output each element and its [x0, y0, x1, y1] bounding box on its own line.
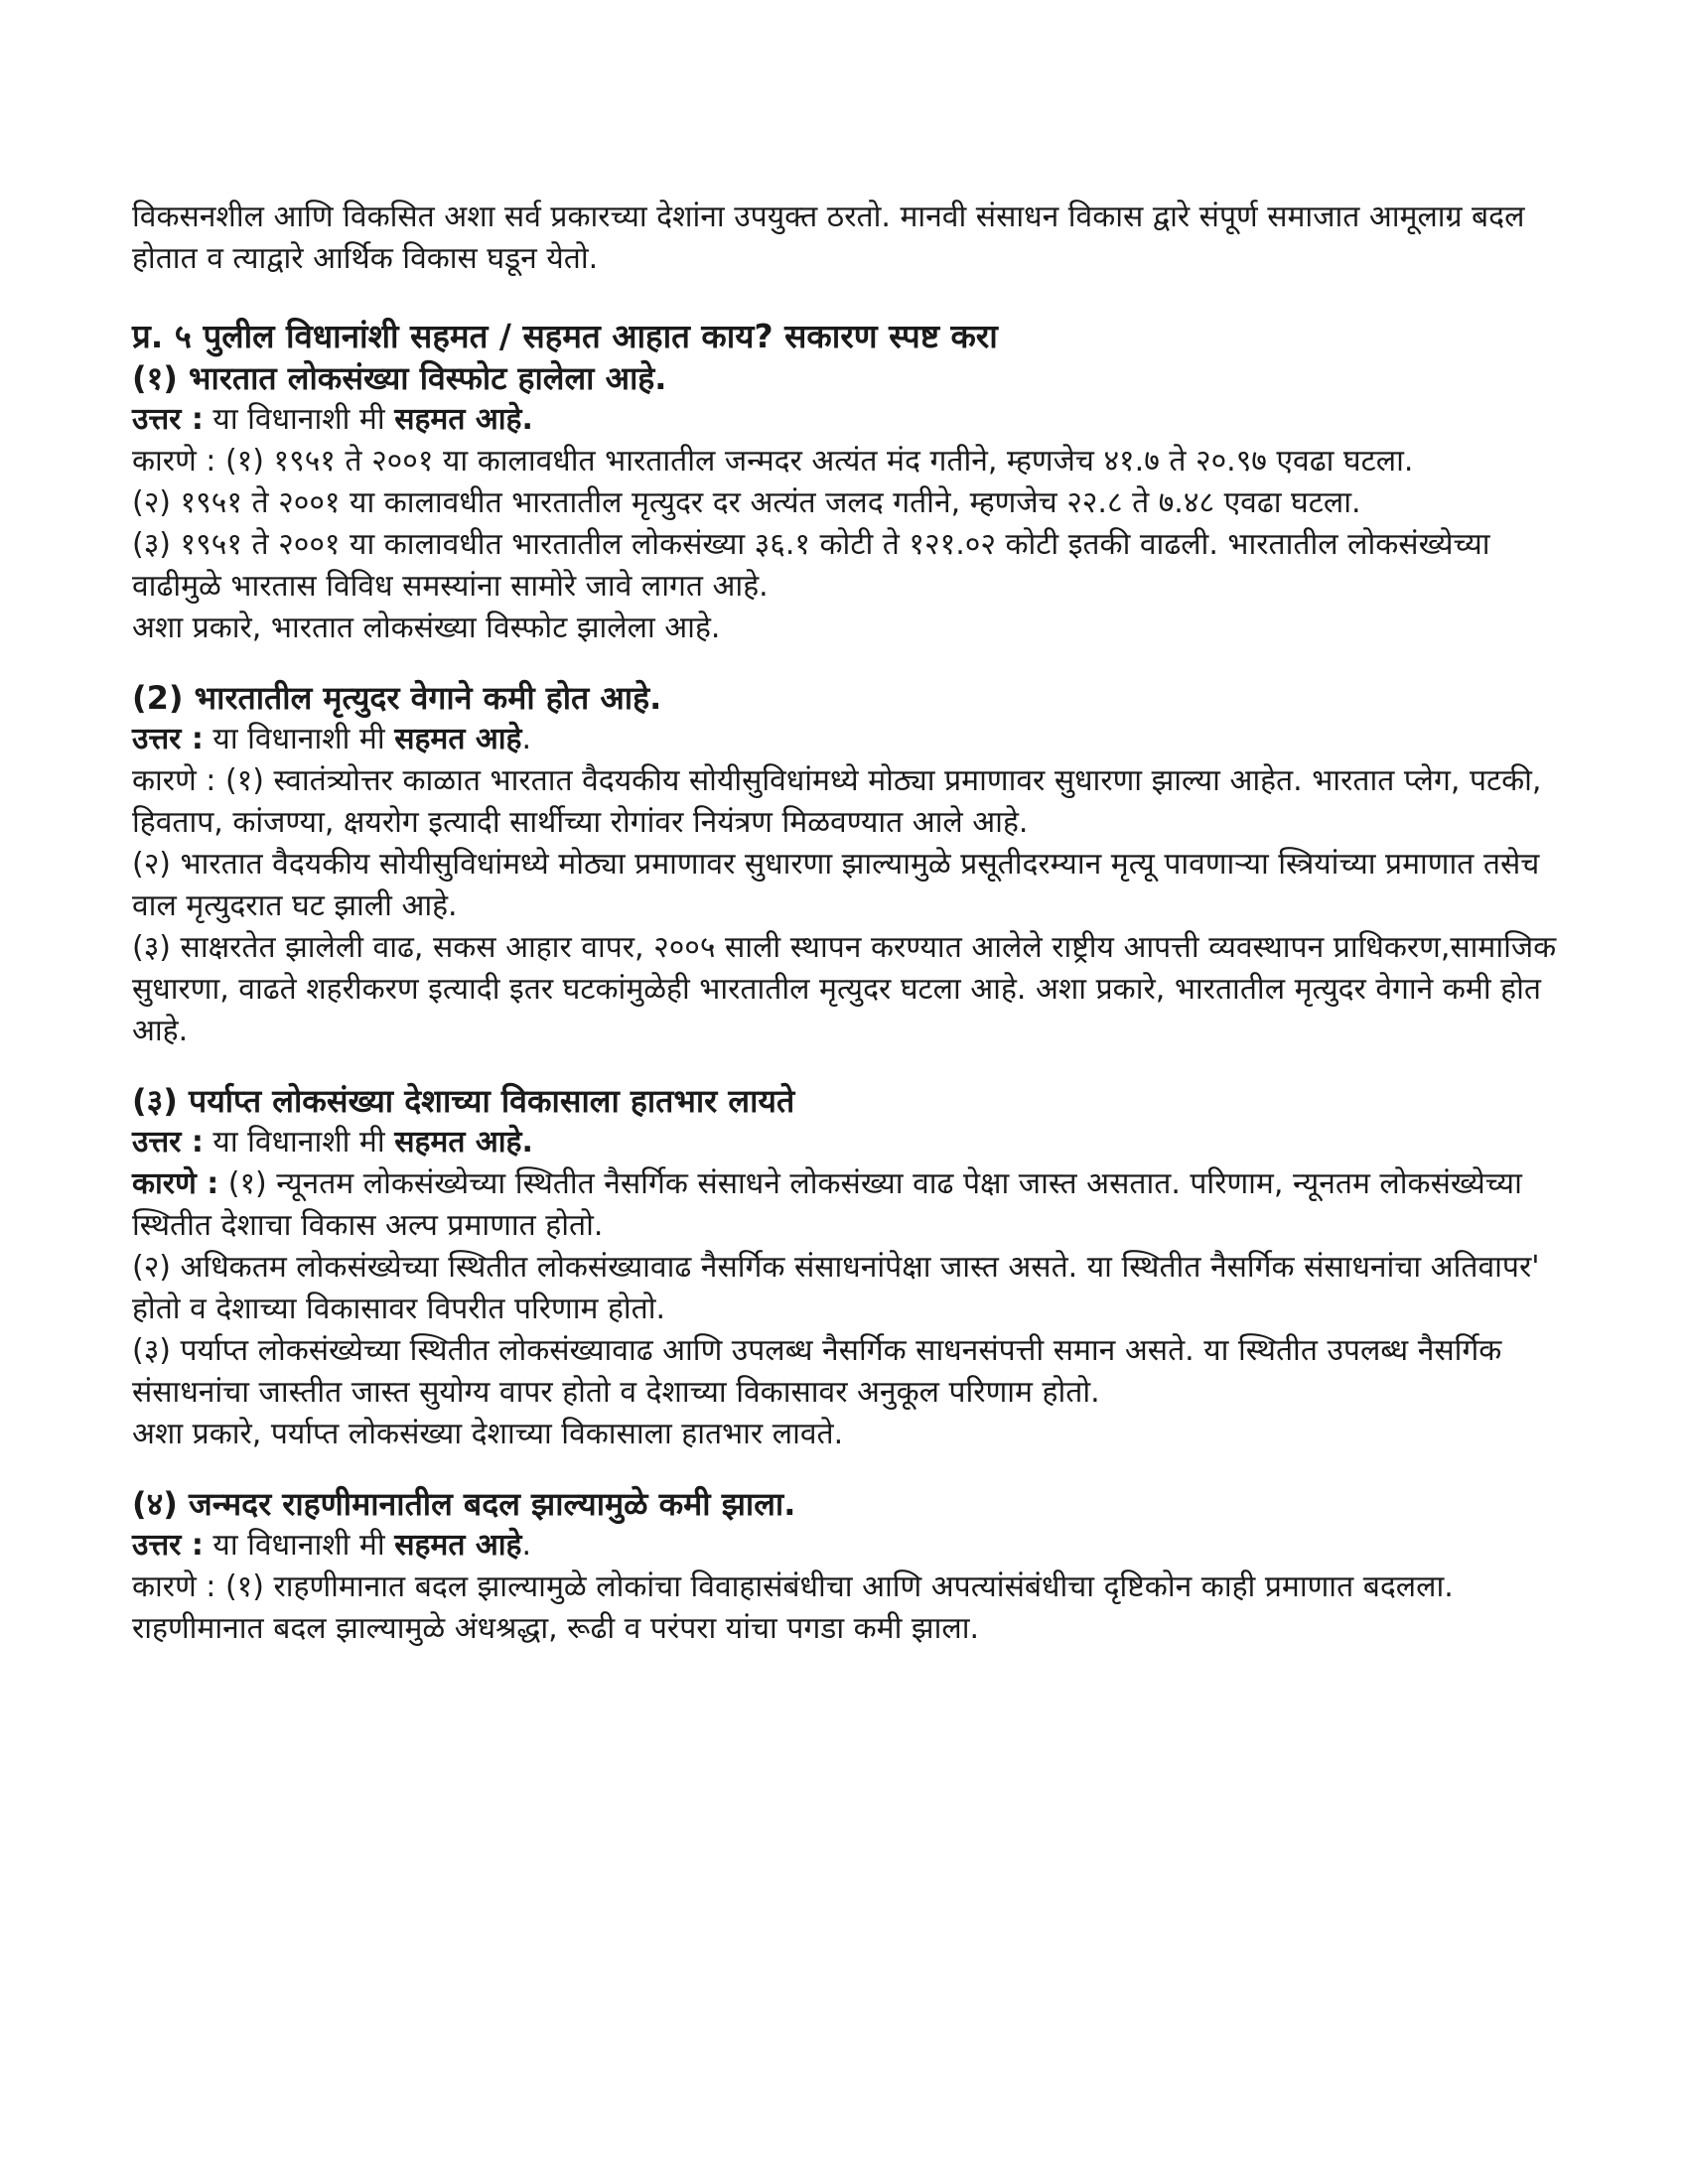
reason-line — [132, 1247, 1562, 1330]
reason-line — [132, 482, 1562, 524]
reason-text: कारणे : (१) राहणीमानात बदल झाल्यामुळे लोकांचा विवाहासंबंधीचा आणि अपत्यांसंबंधीचा दृष्टिकोन काही प्रमाणात बदलला. राहणीमानात बदल झाल्यामुळे अंधश्रद्धा, रूढी व परंपरा यांचा पगडा कमी झाला. — [132, 1570, 1454, 1646]
answer-verdict: सहमत आहे — [394, 722, 522, 756]
answer-label: उत्तर : — [132, 1125, 204, 1160]
answer-label: उत्तर : — [132, 1528, 204, 1563]
reason-line — [132, 1414, 1562, 1455]
reason-line — [132, 1163, 1562, 1247]
answer-line — [132, 399, 1562, 441]
reason-text: कारणे : (१) १९५१ ते २००१ या कालावधीत भारतातील जन्मदर अत्यंत मंद गतीने, म्हणजेच ४१.७ ते २०.९७ एवढा घटला. — [132, 444, 1414, 478]
section-heading: (१) भारतात लोकसंख्या विस्फोट हालेला आहे. — [132, 359, 667, 397]
answer-verdict: सहमत आहे. — [394, 1125, 533, 1160]
reason-text: (३) पर्याप्त लोकसंख्येच्या स्थितीत लोकसंख्यावाढ आणि उपलब्ध नैसर्गिक साधनसंपत्ती समान असते. या स्थितीत उपलब्ध नैसर्गिक संसाधनांचा जास्तीत जास्त सुयोग्य वापर होतो व देशाच्या विकासावर अनुकूल परिणाम होतो. — [132, 1333, 1502, 1410]
question-heading: प्र. ५ पुलील विधानांशी सहमत / सहमत आहात काय? सकारण स्पष्ट करा — [132, 317, 998, 355]
answer-label: उत्तर : — [132, 722, 204, 756]
reason-line — [132, 844, 1562, 927]
reason-text: (२) भारतात वैदयकीय सोयीसुविधांमध्ये मोठ्या प्रमाणावर सुधारणा झाल्यामुळे प्रसूतीदरम्यान मृत्यू पावणाऱ्या स्त्रियांच्या प्रमाणात तसेच वाल मृत्युदरात घट झाली आहे. — [132, 847, 1540, 923]
cut-off-line — [132, 1660, 1562, 1670]
reason-line — [132, 524, 1562, 608]
answer-section — [132, 357, 1562, 649]
reason-text: (२) अधिकतम लोकसंख्येच्या स्थितीत लोकसंख्यावाढ नैसर्गिक संसाधनांपेक्षा जास्त असते. या स्थितीत नैसर्गिक संसाधनांचा अतिवापर' होतो व देशाच्या विकासावर विपरीत परिणाम होतो. — [132, 1250, 1540, 1326]
answer-label: उत्तर : — [132, 402, 204, 437]
answer-text: या विधानाशी मी — [203, 402, 395, 437]
reason-line — [132, 608, 1562, 649]
reason-line — [132, 441, 1562, 482]
section-heading: (३) पर्याप्त लोकसंख्या देशाच्या विकासाला हातभार लायते — [132, 1082, 795, 1120]
reason-line — [132, 927, 1562, 1052]
document-page — [132, 197, 1562, 1670]
answer-line — [132, 719, 1562, 760]
answer-text: या विधानाशी मी — [203, 1125, 395, 1160]
reason-text: (३) साक्षरतेत झालेली वाढ, सकस आहार वापर, २००५ साली स्थापन करण्यात आलेले राष्ट्रीय आपत्ती व्यवस्थापन प्राधिकरण,सामाजिक सुधारणा, वाढते शहरीकरण इत्यादी इतर घटकांमुळेही भारतातील मृत्युदर घटला आहे. अशा प्रकारे, भारतातील मृत्युदर वेगाने कमी होत आहे. — [132, 930, 1557, 1048]
reason-text: (२) १९५१ ते २००१ या कालावधीत भारतातील मृत्युदर दर अत्यंत जलद गतीने, म्हणजेच २२.८ ते ७.४८ एवढा घटला. — [132, 485, 1361, 520]
section-heading: (४) जन्मदर राहणीमानातील बदल झाल्यामुळे कमी झाला. — [132, 1485, 796, 1523]
answer-section — [132, 1080, 1562, 1455]
answer-section — [132, 677, 1562, 1052]
answer-verdict: सहमत आहे — [394, 1528, 522, 1563]
reason-line — [132, 760, 1562, 844]
answer-tail: . — [521, 1528, 532, 1563]
reason-line — [132, 1330, 1562, 1414]
reason-text: (१) न्यूनतम लोकसंख्येच्या स्थितीत नैसर्गिक संसाधने लोकसंख्या वाढ पेक्षा जास्त असतात. परिणाम, न्यूनतम लोकसंख्येच्या स्थितीत देशाचा विकास अल्प प्रमाणात होतो. — [132, 1166, 1522, 1243]
reason-text: अशा प्रकारे, पर्याप्त लोकसंख्या देशाच्या विकासाला हातभार लावते. — [132, 1417, 844, 1451]
intro-paragraph: विकसनशील आणि विकसित अशा सर्व प्रकारच्या देशांना उपयुक्त ठरतो. मानवी संसाधन विकास द्वारे संपूर्ण समाजात आमूलाग्र बदल होतात व त्याद्वारे आर्थिक विकास घडून येतो. — [132, 200, 1525, 276]
answer-section — [132, 1483, 1562, 1650]
answer-verdict: सहमत आहे. — [394, 402, 533, 437]
section-heading: (2) भारतातील मृत्युदर वेगाने कमी होत आहे. — [132, 679, 662, 717]
answer-line — [132, 1122, 1562, 1163]
reason-text: कारणे : (१) स्वातंत्र्योत्तर काळात भारतात वैदयकीय सोयीसुविधांमध्ये मोठ्या प्रमाणावर सुधारणा झाल्या आहेत. भारतात प्लेग, पटकी, हिवताप, कांजण्या, क्षयरोग इत्यादी सार्थीच्या रोगांवर नियंत्रण मिळवण्यात आले आहे. — [132, 763, 1542, 840]
reason-line — [132, 1567, 1562, 1650]
answer-tail: . — [521, 722, 532, 756]
answer-text: या विधानाशी मी — [203, 722, 395, 756]
answer-text: या विधानाशी मी — [203, 1528, 395, 1563]
reason-text: अशा प्रकारे, भारतात लोकसंख्या विस्फोट झालेला आहे. — [132, 611, 721, 645]
answer-line — [132, 1525, 1562, 1567]
sections-container — [132, 357, 1562, 1650]
reason-label: कारणे : — [132, 1166, 219, 1201]
reason-text: (३) १९५१ ते २००१ या कालावधीत भारतातील लोकसंख्या ३६.१ कोटी ते १२१.०२ कोटी इतकी वाढली. भारतातील लोकसंख्येच्या वाढीमुळे भारतास विविध समस्यांना सामोरे जावे लागत आहे. — [132, 527, 1490, 604]
